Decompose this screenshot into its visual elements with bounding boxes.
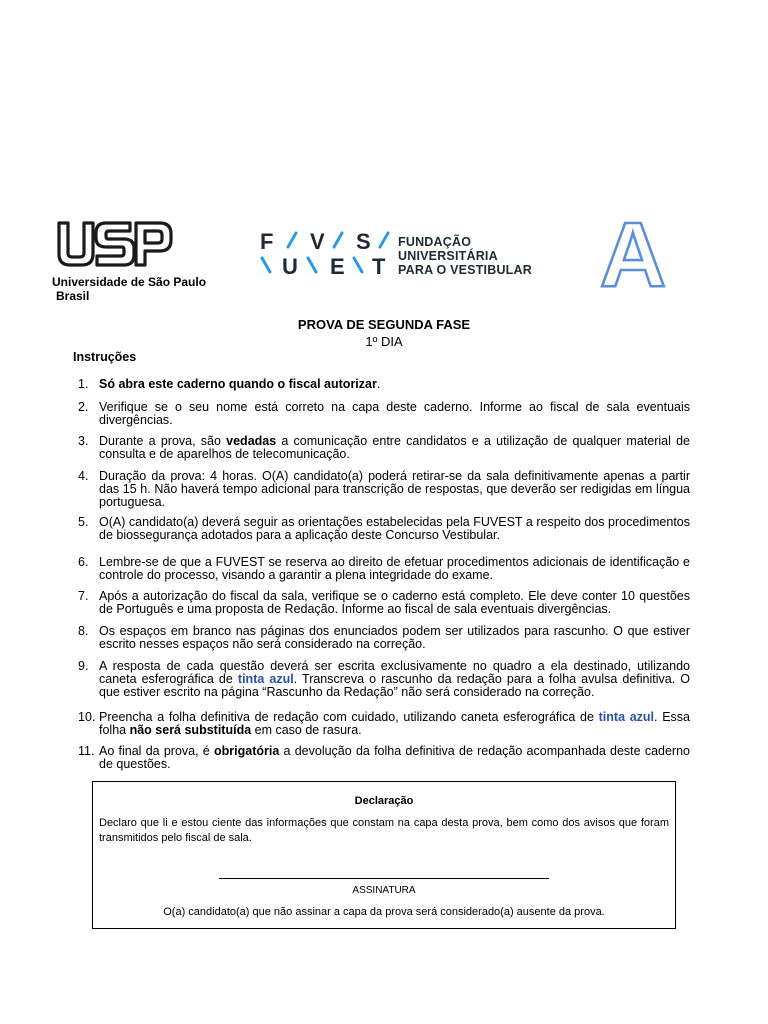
declaration-title: Declaração bbox=[354, 795, 414, 807]
signature-label: ASSINATURA bbox=[352, 885, 416, 896]
fuvest-name-line: PARA O VESTIBULAR bbox=[398, 263, 532, 277]
instruction-text: Só abra este caderno quando o fiscal autorizar. bbox=[99, 377, 381, 391]
fuvest-name-block bbox=[398, 235, 532, 277]
declaration-box bbox=[92, 781, 676, 929]
fuvest-logo bbox=[258, 227, 390, 282]
instruction-item bbox=[78, 401, 690, 427]
instruction-text: O(A) candidato(a) deverá seguir as orientações estabelecidas pela FUVEST a respeito dos procedimentos de biossegurança adotados para a aplicação deste Concurso Vestibular. bbox=[99, 515, 690, 542]
exam-version-letter bbox=[596, 214, 670, 295]
version-letter-glyph: A bbox=[599, 214, 667, 290]
instruction-text: Os espaços em branco nas páginas dos enunciados podem ser utilizados para rascunho. O que estiver escrito nesses espaços não será considerado na correção. bbox=[99, 624, 690, 651]
instruction-highlight: tinta azul bbox=[598, 710, 655, 724]
fuvest-letter: T bbox=[372, 254, 386, 277]
instruction-item bbox=[78, 470, 690, 509]
instruction-item bbox=[78, 516, 690, 542]
instruction-number: 7. bbox=[78, 589, 89, 603]
fuvest-name-line: FUNDAÇÃO bbox=[398, 235, 472, 249]
instruction-item bbox=[78, 378, 690, 391]
instruction-emphasis: Só abra este caderno quando o fiscal autorizar bbox=[99, 377, 377, 391]
instruction-item bbox=[78, 625, 690, 651]
instruction-number: 1. bbox=[78, 377, 89, 391]
fuvest-letter: S bbox=[356, 229, 371, 254]
instructions-heading: Instruções bbox=[73, 350, 137, 364]
instruction-text: Após a autorização do fiscal da sala, verifique se o caderno está completo. Ele deve conter 10 questões de Português e uma proposta de Redação. Informe ao fiscal de sala eventuais divergências. bbox=[99, 589, 690, 616]
instruction-number: 3. bbox=[78, 434, 89, 448]
instruction-text: A resposta de cada questão deverá ser escrita exclusivamente no quadro a ela destinado, utilizando caneta esferográfica de tinta azul. Transcreva o rascunho da redação para a folha avulsa definitiva. O que estiver escrito na página “Rascunho da Redação” não será considerado na correção. bbox=[99, 659, 690, 699]
declaration-text: Declaro que li e estou ciente das informações que constam na capa desta prova, bem como dos avisos que foram transmitidos pelo fiscal de sala. bbox=[99, 817, 669, 844]
instruction-item bbox=[78, 660, 690, 699]
usp-logo bbox=[56, 220, 174, 273]
declaration-note: O(a) candidato(a) que não assinar a capa da prova será considerado(a) ausente da prova. bbox=[163, 906, 605, 918]
signature-line[interactable] bbox=[219, 878, 549, 879]
instruction-item bbox=[78, 435, 690, 461]
instruction-highlight: tinta azul bbox=[237, 672, 294, 686]
instruction-number: 10. bbox=[78, 710, 96, 724]
instruction-emphasis: vedadas bbox=[226, 434, 277, 448]
fuvest-letter: V bbox=[310, 229, 325, 254]
fuvest-name-line: UNIVERSITÁRIA bbox=[398, 249, 498, 263]
instruction-item bbox=[78, 556, 690, 582]
instruction-item bbox=[78, 711, 690, 737]
fuvest-letter: U bbox=[282, 254, 298, 277]
university-name-block bbox=[52, 275, 206, 303]
instruction-number: 2. bbox=[78, 400, 89, 414]
exam-title: PROVA DE SEGUNDA FASE bbox=[297, 317, 471, 332]
exam-day: 1º DIA bbox=[365, 334, 403, 349]
fuvest-letter: E bbox=[330, 254, 345, 277]
instruction-text: Durante a prova, são vedadas a comunicação entre candidatos e a utilização de qualquer material de consulta e de aparelhos de telecomunicação. bbox=[99, 434, 690, 461]
university-name: Universidade de São Paulo bbox=[52, 275, 207, 289]
instruction-text: Duração da prova: 4 horas. O(A) candidato(a) poderá retirar-se da sala definitivamente apenas a partir das 15 h. Não haverá tempo adicional para transcrição de respostas, que deverão ser redigidas em língua portuguesa. bbox=[99, 469, 690, 509]
instruction-text: Preencha a folha definitiva de redação com cuidado, utilizando caneta esferográfica de tinta azul. Essa folha não será substituída em caso de rasura. bbox=[99, 710, 690, 737]
instruction-text: Verifique se o seu nome está correto na capa deste caderno. Informe ao fiscal de sala eventuais divergências. bbox=[99, 400, 690, 427]
instruction-item bbox=[78, 590, 690, 616]
instruction-number: 5. bbox=[78, 515, 89, 529]
country-name: Brasil bbox=[56, 289, 90, 303]
instruction-number: 6. bbox=[78, 555, 89, 569]
instruction-item bbox=[78, 745, 690, 771]
instruction-number: 4. bbox=[78, 469, 89, 483]
instruction-emphasis: não será substituída bbox=[129, 723, 252, 737]
instruction-number: 8. bbox=[78, 624, 89, 638]
instruction-text: Ao final da prova, é obrigatória a devolução da folha definitiva de redação acompanhada deste caderno de questões. bbox=[99, 744, 690, 771]
instruction-number: 11. bbox=[78, 744, 95, 758]
fuvest-letter: F bbox=[260, 229, 274, 254]
instruction-emphasis: obrigatória bbox=[214, 744, 280, 758]
instruction-text: Lembre-se de que a FUVEST se reserva ao direito de efetuar procedimentos adicionais de identificação e controle do processo, visando a garantir a plena integridade do exame. bbox=[99, 555, 690, 582]
instruction-number: 9. bbox=[78, 659, 89, 673]
